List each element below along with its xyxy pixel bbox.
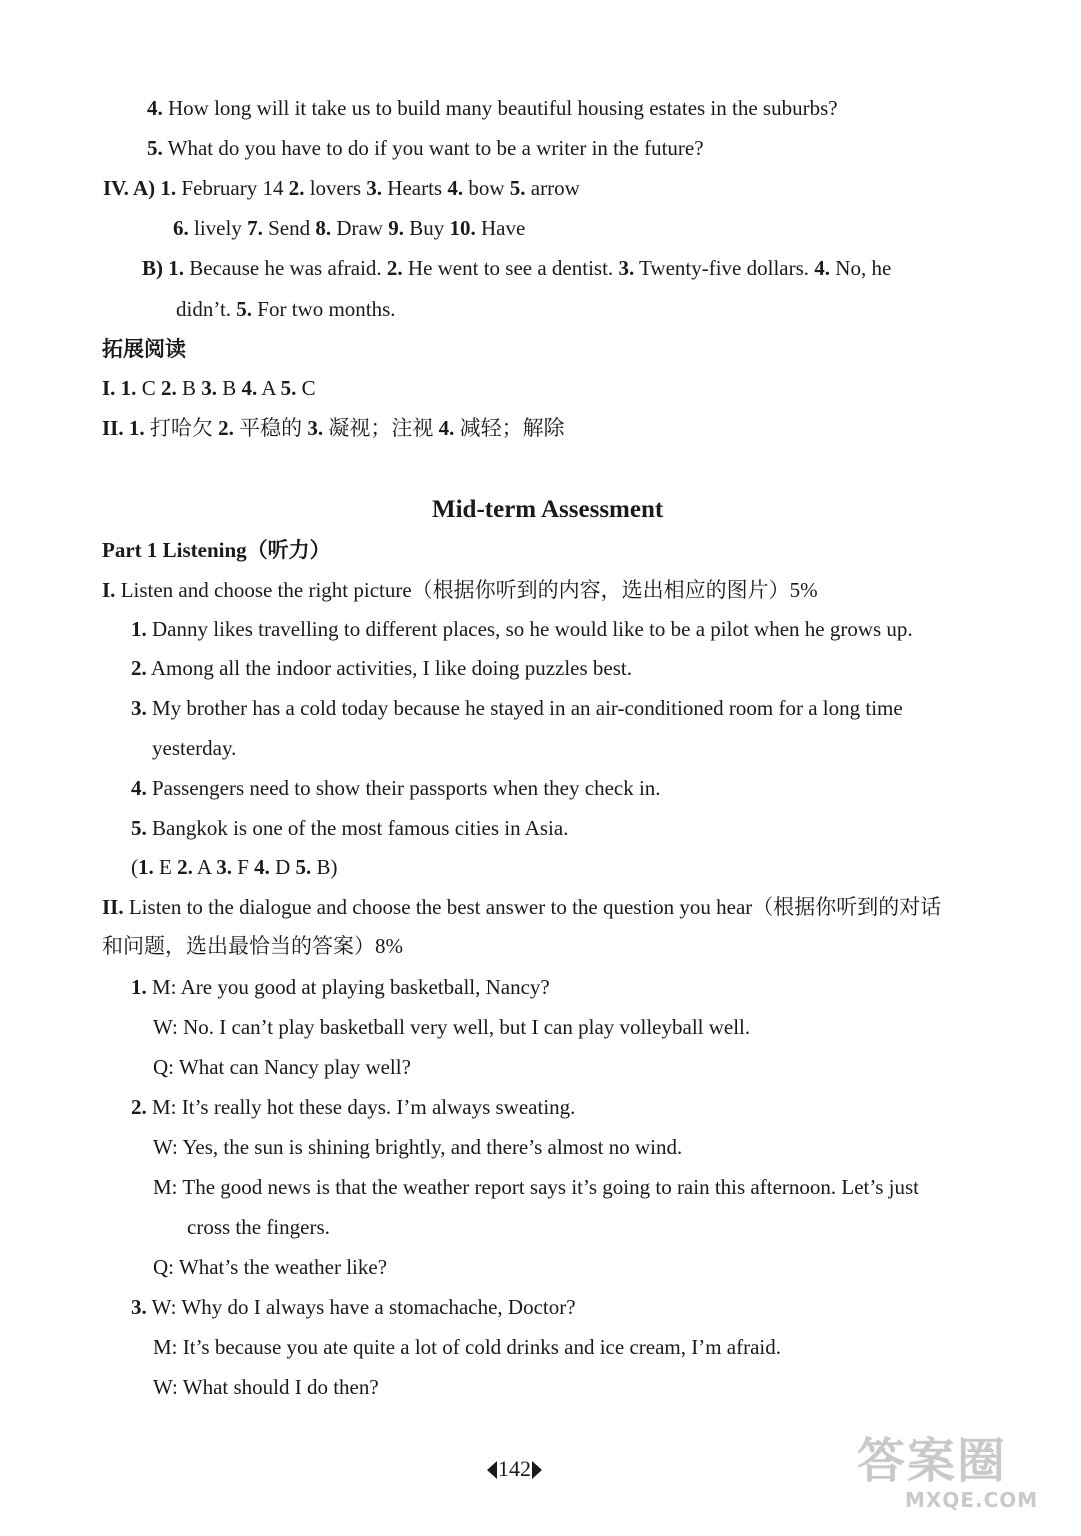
item-label: 5. — [509, 176, 526, 200]
item-label: 3. — [307, 416, 324, 440]
section-title: Mid-term Assessment — [432, 496, 664, 523]
item-label: 3. — [366, 176, 383, 200]
item-label: 2. — [131, 656, 147, 680]
item-text: Hearts — [382, 176, 448, 200]
page-number — [487, 1456, 542, 1482]
item-text: What do you have to do if you want to be a writer in the future? — [162, 136, 704, 160]
text-line — [131, 1094, 575, 1120]
item-label: 1. — [131, 975, 147, 999]
item-label: 3. — [618, 256, 635, 280]
item-text: W: Why do I always have a stomachache, Doctor? — [146, 1295, 576, 1319]
text-line — [147, 95, 838, 121]
text-line — [131, 775, 661, 801]
item-label: 4. — [447, 176, 464, 200]
item-label: 5. — [147, 136, 163, 160]
item-label: 9. — [388, 216, 404, 240]
text-line — [102, 577, 818, 603]
item-text: F — [231, 855, 255, 879]
item-text: My brother has a cold today because he stayed in an air-conditioned room for a long time — [146, 696, 903, 720]
text-line — [131, 695, 903, 721]
item-label: 拓展阅读 — [102, 337, 186, 361]
item-text: Have — [475, 216, 526, 240]
item-label: B) 1. — [142, 256, 184, 280]
text-line — [131, 616, 913, 642]
item-label: 3. — [201, 376, 217, 400]
watermark-url: MXQE.COM — [905, 1488, 1039, 1512]
text-line — [131, 974, 550, 1000]
item-text: E — [153, 855, 178, 879]
item-text: Twenty-five dollars. — [634, 256, 815, 280]
text-line — [187, 1214, 330, 1240]
item-text: B) — [311, 855, 338, 879]
item-text: Among all the indoor activities, I like doing puzzles best. — [146, 656, 632, 680]
text-line — [102, 375, 316, 401]
item-text: cross the fingers. — [187, 1215, 330, 1239]
item-text: 减轻；解除 — [454, 416, 565, 440]
item-text: W: What should I do then? — [153, 1375, 379, 1399]
item-text: Passengers need to show their passports when they check in. — [146, 776, 661, 800]
text-line — [131, 815, 568, 841]
item-label: 3. — [216, 855, 232, 879]
item-text: M: It’s because you ate quite a lot of cold drinks and ice cream, I’m afraid. — [153, 1335, 782, 1359]
watermark-glyphs: 答案圈 — [857, 1433, 1008, 1489]
item-text: B — [216, 376, 242, 400]
text-line — [102, 336, 186, 362]
page-number-text: 142 — [498, 1456, 531, 1481]
item-label: 7. — [247, 216, 263, 240]
text-line — [153, 1134, 682, 1160]
text-line — [176, 296, 396, 322]
item-text: Q: What’s the weather like? — [153, 1255, 388, 1279]
item-text: Draw — [331, 216, 389, 240]
text-line — [153, 1254, 387, 1280]
item-label: 2. — [131, 1095, 147, 1119]
item-text: Bangkok is one of the most famous cities in Asia. — [146, 816, 569, 840]
text-line — [102, 537, 331, 563]
item-label: II. — [102, 895, 124, 919]
text-line — [103, 175, 580, 201]
item-label: 6. — [173, 216, 189, 240]
item-label: 8. — [315, 216, 332, 240]
text-line — [147, 135, 704, 161]
item-text: Buy — [403, 216, 450, 240]
item-label: 2. — [218, 416, 234, 440]
item-text: A — [192, 855, 217, 879]
item-text: Danny likes travelling to different places, so he would like to be a pilot when he grows up. — [146, 617, 913, 641]
item-text: No, he — [830, 256, 892, 280]
text-line — [131, 1294, 576, 1320]
item-text: Send — [262, 216, 316, 240]
text-line — [153, 1374, 379, 1400]
item-label: I. — [102, 578, 116, 602]
item-label: 10. — [449, 216, 476, 240]
item-text: D — [269, 855, 296, 879]
item-text: bow — [463, 176, 510, 200]
item-label: 2. — [160, 376, 177, 400]
text-line — [131, 854, 338, 880]
text-line — [173, 215, 525, 241]
item-text: 凝视；注视 — [323, 416, 439, 440]
item-label: 4. — [147, 96, 163, 120]
watermark-logo — [851, 1422, 1051, 1518]
text-line — [153, 1174, 919, 1200]
item-text: lively — [188, 216, 248, 240]
item-label: 4. — [241, 376, 258, 400]
item-text: Q: What can Nancy play well? — [153, 1055, 411, 1079]
item-text: C — [296, 376, 316, 400]
text-line — [102, 933, 403, 959]
item-label: Part 1 Listening（听力） — [102, 538, 331, 562]
item-text: B — [176, 376, 202, 400]
item-text: 打哈欠 — [144, 416, 219, 440]
item-label: 3. — [131, 1295, 147, 1319]
item-text: 和问题，选出最恰当的答案）8% — [102, 934, 403, 958]
item-label: 2. — [288, 176, 305, 200]
item-label: 4. — [438, 416, 455, 440]
item-text: 平稳的 — [233, 416, 308, 440]
item-text: arrow — [525, 176, 580, 200]
item-text: Because he was afraid. — [184, 256, 387, 280]
item-label: 1. — [138, 855, 154, 879]
item-text: C — [136, 376, 161, 400]
text-line — [153, 1014, 750, 1040]
item-text: didn’t. — [176, 297, 237, 321]
text-line — [102, 415, 565, 441]
text-line — [131, 655, 632, 681]
item-label: IV. A) 1. — [103, 176, 177, 200]
text-line — [153, 1334, 781, 1360]
item-text: W: Yes, the sun is shining brightly, and there’s almost no wind. — [153, 1135, 683, 1159]
text-line — [153, 1054, 411, 1080]
item-label: 4. — [814, 256, 831, 280]
item-label: 3. — [131, 696, 147, 720]
item-text: yesterday. — [152, 736, 237, 760]
item-text: For two months. — [252, 297, 396, 321]
item-label: 5. — [236, 297, 253, 321]
item-label: 2. — [386, 256, 403, 280]
item-text: W: No. I can’t play basketball very well, but I can play volleyball well. — [153, 1015, 751, 1039]
arrow-right-icon — [532, 1461, 542, 1479]
item-label: II. 1. — [102, 416, 145, 440]
item-text: M: Are you good at playing basketball, Nancy? — [146, 975, 550, 999]
item-text: lovers — [304, 176, 367, 200]
item-label: I. 1. — [102, 376, 137, 400]
item-text: ( — [131, 855, 138, 879]
text-line — [142, 255, 891, 281]
arrow-left-icon — [487, 1461, 497, 1479]
text-line — [102, 894, 941, 920]
item-text: Listen and choose the right picture（根据你听到的内容，选出相应的图片）5% — [115, 578, 818, 602]
item-text: Listen to the dialogue and choose the best answer to the question you hear（根据你听到的对话 — [123, 895, 942, 919]
item-label: 4. — [254, 855, 270, 879]
item-label: 2. — [177, 855, 193, 879]
item-label: 5. — [131, 816, 147, 840]
item-label: 4. — [131, 776, 147, 800]
item-text: M: It’s really hot these days. I’m always sweating. — [146, 1095, 576, 1119]
item-text: How long will it take us to build many beautiful housing estates in the suburbs? — [162, 96, 838, 120]
text-line — [152, 735, 236, 761]
item-text: He went to see a dentist. — [402, 256, 619, 280]
item-label: 1. — [131, 617, 147, 641]
item-label: 5. — [295, 855, 312, 879]
item-text: February 14 — [176, 176, 289, 200]
item-text: A — [257, 376, 281, 400]
item-text: M: The good news is that the weather report says it’s going to rain this afternoon. Let’s just — [153, 1175, 919, 1199]
item-label: 5. — [280, 376, 297, 400]
